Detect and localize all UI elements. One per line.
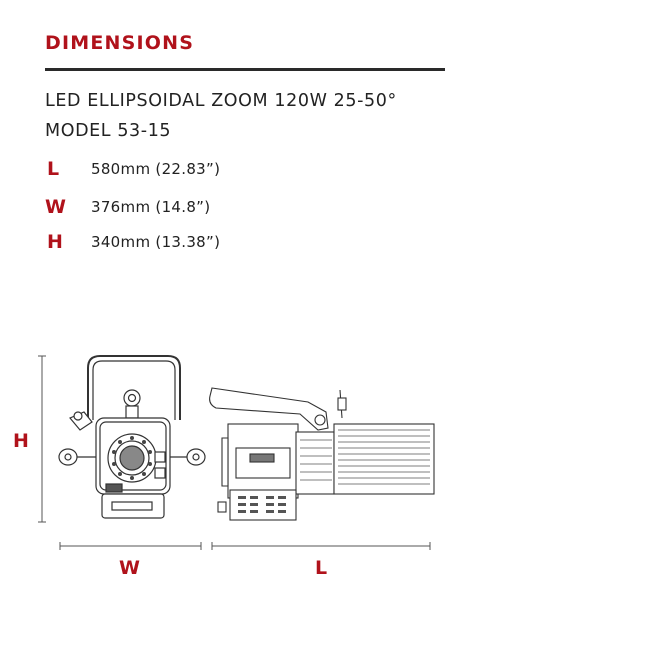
side-view-drawing (210, 388, 434, 520)
spec-value: 580mm (22.83”) (91, 160, 221, 178)
width-dimension-label: W (119, 557, 140, 579)
spec-key: W (45, 196, 66, 218)
height-dimension-label: H (13, 430, 29, 452)
height-dimension-line (38, 356, 46, 522)
spec-key: H (47, 231, 63, 253)
length-dimension-label: L (315, 557, 328, 579)
spec-value: 376mm (14.8”) (91, 198, 211, 216)
section-heading: DIMENSIONS (45, 32, 195, 54)
product-name: LED ELLIPSOIDAL ZOOM 120W 25-50° (45, 91, 397, 111)
spec-value: 340mm (13.38”) (91, 233, 221, 251)
width-dimension-line (60, 542, 201, 550)
length-dimension-line (212, 542, 430, 550)
product-model: MODEL 53-15 (45, 121, 172, 141)
front-view-drawing (59, 356, 205, 518)
spec-key: L (47, 158, 60, 180)
